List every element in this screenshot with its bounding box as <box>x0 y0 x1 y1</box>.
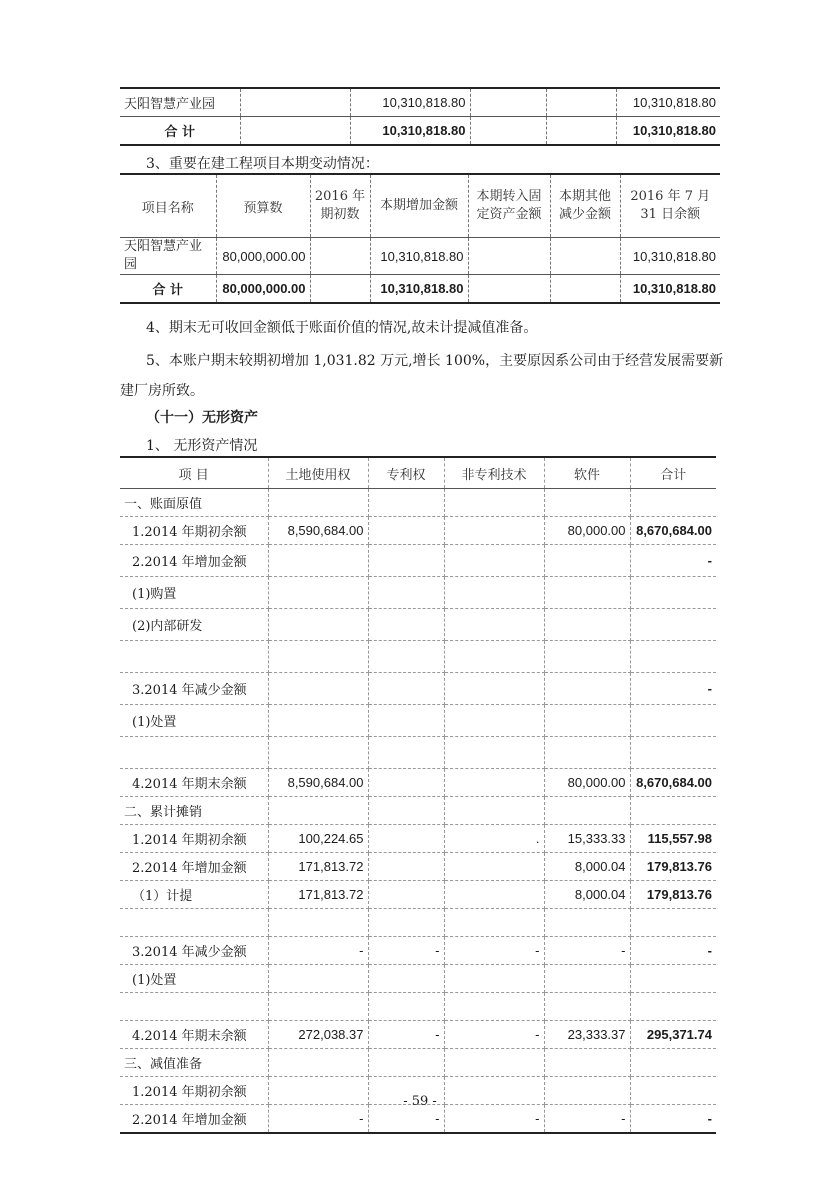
table-row: (1)处置 <box>120 705 716 737</box>
table-row: 2.2014 年增加金额 171,813.72 8,000.04 179,813.76 <box>120 853 716 881</box>
table-row: 二、累计摊销 <box>120 797 716 825</box>
construction-summary-table <box>120 87 720 146</box>
table-row <box>120 737 716 769</box>
paragraph-4: 4、期末无可收回金额低于账面价值的情况,故未计提减值准备。 <box>146 320 538 336</box>
table-row <box>120 641 716 673</box>
table-row: 2.2014 年增加金额 - - - - - <box>120 1105 716 1134</box>
table-row: 4.2014 年期末余额 8,590,684.00 80,000.00 8,670,684.00 <box>120 769 716 797</box>
section-11-title: （十一）无形资产 <box>146 410 258 426</box>
table-row: 1.2014 年期初余额 <box>120 1077 716 1105</box>
intangible-assets-body <box>120 489 716 1134</box>
table-row: 4.2014 年期末余额 272,038.37 - - 23,333.37 295,371.74 <box>120 1021 716 1049</box>
intangible-assets-table <box>120 456 716 1134</box>
table-row: (1)购置 <box>120 577 716 609</box>
table-row: 1.2014 年期初余额 8,590,684.00 80,000.00 8,670,684.00 <box>120 517 716 545</box>
table-row: 一、账面原值 <box>120 489 716 517</box>
major-construction-table <box>120 173 720 304</box>
section-11-subtitle: 1、 无形资产情况 <box>146 438 258 454</box>
table-row: (1)处置 <box>120 965 716 993</box>
table-row <box>120 909 716 937</box>
table-row: 天阳智慧产业园 10,310,818.80 10,310,818.80 <box>120 88 720 117</box>
table-row: 3.2014 年减少金额 - <box>120 673 716 705</box>
table-row-total: 合 计 10,310,818.80 10,310,818.80 <box>120 117 720 146</box>
table-row: 2.2014 年增加金额 - <box>120 545 716 577</box>
paragraph-5-line-1: 5、本账户期末较期初增加 1,031.82 万元,增长 100%，主要原因系公司由于经营发展需要新 <box>146 353 724 369</box>
total-label: 合 计 <box>120 117 240 146</box>
table-row-total: 合 计 80,000,000.00 10,310,818.80 10,310,818.80 <box>120 275 720 304</box>
table-row: 1.2014 年期初余额 100,224.65 . 15,333.33 115,557.98 <box>120 825 716 853</box>
table-row: 三、减值准备 <box>120 1049 716 1077</box>
table-row <box>120 993 716 1021</box>
paragraph-5-line-2: 建厂房所致。 <box>120 383 204 399</box>
table-header-row: 项目名称 预算数 2016 年期初数 本期增加金额 本期转入固定资产金额 本期其他减少金额 2016 年 7 月 31 日余额 <box>120 174 720 238</box>
section-3-title: 3、重要在建工程项目本期变动情况： <box>146 156 379 172</box>
project-name-cell: 天阳智慧产业园 <box>120 88 240 117</box>
table-header-row: 项 目 土地使用权 专利权 非专利技术 软件 合计 <box>120 457 716 489</box>
table-row: （1）计提 171,813.72 8,000.04 179,813.76 <box>120 881 716 909</box>
page-number: - 59 - <box>403 1094 437 1109</box>
table-row: 3.2014 年减少金额 - - - - - <box>120 937 716 965</box>
table-row: (2)内部研发 <box>120 609 716 641</box>
table-row: 天阳智慧产业园 80,000,000.00 10,310,818.80 10,310,818.80 <box>120 238 720 275</box>
